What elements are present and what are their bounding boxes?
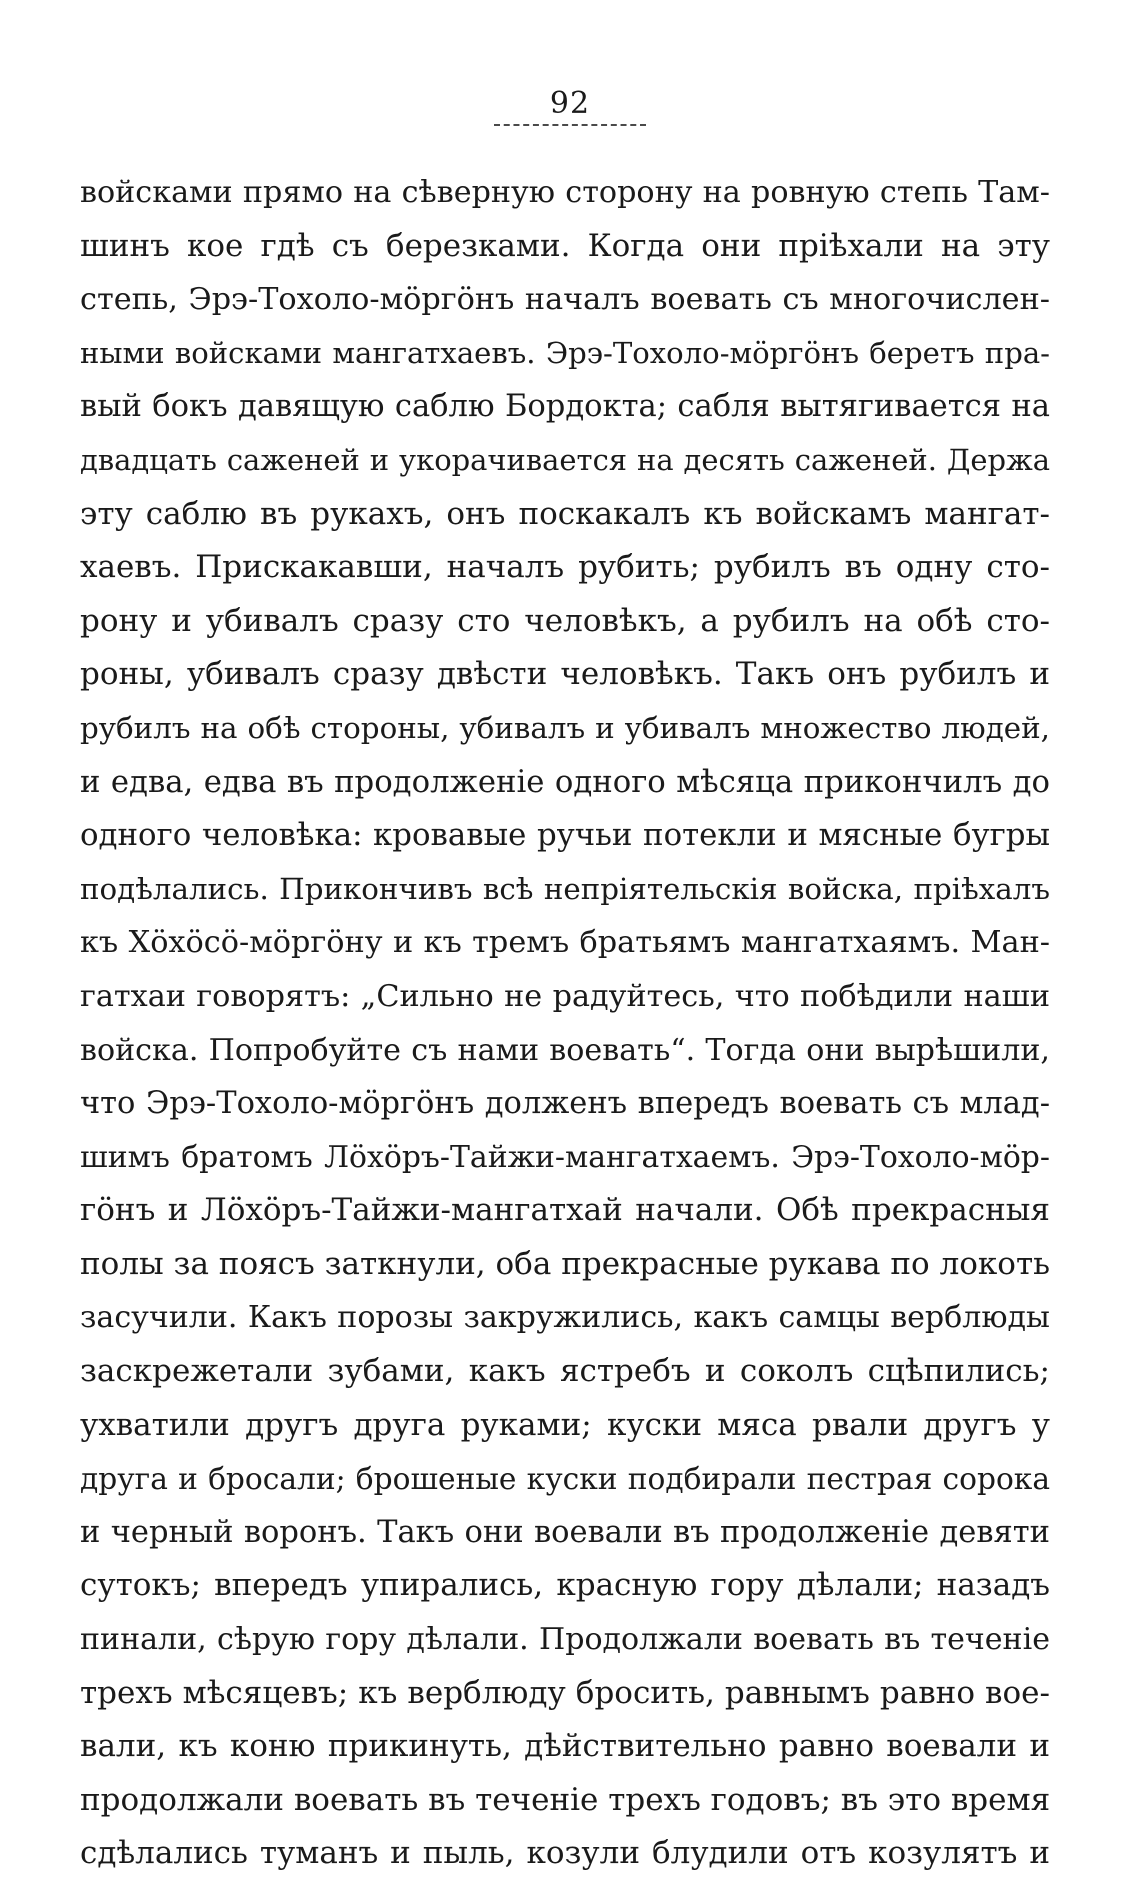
page-number: 92 — [549, 86, 591, 121]
text-line: подѣлались. Прикончивъ всѣ непріятельскія войска, пріѣхалъ — [80, 871, 1050, 906]
text-line: эту саблю въ рукахъ, онъ поскакалъ къ войскамъ мангат- — [80, 495, 1050, 532]
text-line: двадцать саженей и укорачивается на десять саженей. Держа — [80, 442, 1050, 477]
text-line: заскрежетали зубами, какъ ястребъ и соколъ сцѣпились; — [80, 1353, 1050, 1390]
text-line: друга и бросали; брошеные куски подбирали пестрая сорока — [80, 1461, 1050, 1497]
text-line: продолжали воевать въ теченіе трехъ годовъ; въ это время — [80, 1781, 1051, 1818]
text-line: сутокъ; впередъ упирались, красную гору дѣлали; назадъ — [80, 1567, 1050, 1604]
text-line: ухватили другъ друга руками; куски мяса рвали другъ у — [80, 1406, 1050, 1443]
text-line: къ Хӧхӧсӧ-мӧргӧну и къ тремъ братьямъ мангатхаямъ. Ман- — [80, 925, 1050, 961]
text-line: полы за поясъ заткнули, оба прекрасные рукава по локоть — [80, 1245, 1050, 1282]
text-line: трехъ мѣсяцевъ; къ верблюду бросить, равнымъ равно вое- — [80, 1674, 1050, 1711]
text-line: шимъ братомъ Лӧхӧръ-Тайжи-мангатхаемъ. Эрэ-Тохоло-мӧр- — [80, 1139, 1050, 1175]
text-line: сдѣлались туманъ и пыль, козули блудили отъ козулятъ и — [80, 1835, 1050, 1872]
text-line: гатхаи говорятъ: „Сильно не радуйтесь, что побѣдили наши — [80, 978, 1050, 1014]
text-line: хаевъ. Прискакавши, началъ рубить; рубилъ въ одну сто- — [80, 549, 1050, 586]
text-line: засучили. Какъ порозы закружились, какъ самцы верблюды — [80, 1300, 1050, 1336]
text-line: что Эрэ-Тохоло-мӧргӧнъ долженъ впередъ воевать съ млад- — [80, 1086, 1050, 1122]
text-line: и черный воронъ. Такъ они воевали въ продолженіе девяти — [80, 1514, 1050, 1550]
page-number-rule — [494, 124, 646, 126]
text-line: степь, Эрэ-Тохоло-мӧргӧнъ началъ воевать съ многочислен- — [80, 282, 1050, 318]
text-line: одного человѣка: кровавые ручьи потекли и мясные бугры — [80, 817, 1050, 854]
text-line: рону и убивалъ сразу сто человѣкъ, а рубилъ на обѣ сто- — [80, 602, 1050, 639]
text-line: ными войсками мангатхаевъ. Эрэ-Тохоло-мӧргӧнъ беретъ пра- — [80, 335, 1050, 370]
text-line: войска. Попробуйте съ нами воевать“. Тогда они вырѣшили, — [80, 1032, 1050, 1068]
text-line: рубилъ на обѣ стороны, убивалъ и убивалъ множество людей, — [80, 710, 1050, 745]
text-line: гӧнъ и Лӧхӧръ-Тайжи-мангатхай начали. Обѣ прекрасныя — [80, 1192, 1050, 1229]
text-line: и едва, едва въ продолженіе одного мѣсяца прикончилъ до — [80, 763, 1050, 800]
text-line: вый бокъ давящую саблю Бордокта; сабля вытягивается на — [80, 389, 1050, 425]
text-line: шинъ кое гдѣ съ березками. Когда они пріѣхали на эту — [80, 227, 1050, 264]
text-line: вали, къ коню прикинуть, дѣйствительно равно воевали и — [80, 1728, 1050, 1765]
body-text — [80, 166, 1050, 1881]
text-line: роны, убивалъ сразу двѣсти человѣкъ. Такъ онъ рубилъ и — [80, 656, 1050, 693]
text-line: войсками прямо на сѣверную сторону на ровную степь Там- — [80, 175, 1050, 210]
text-line: пинали, сѣрую гору дѣлали. Продолжали воевать въ теченіе — [80, 1622, 1050, 1658]
